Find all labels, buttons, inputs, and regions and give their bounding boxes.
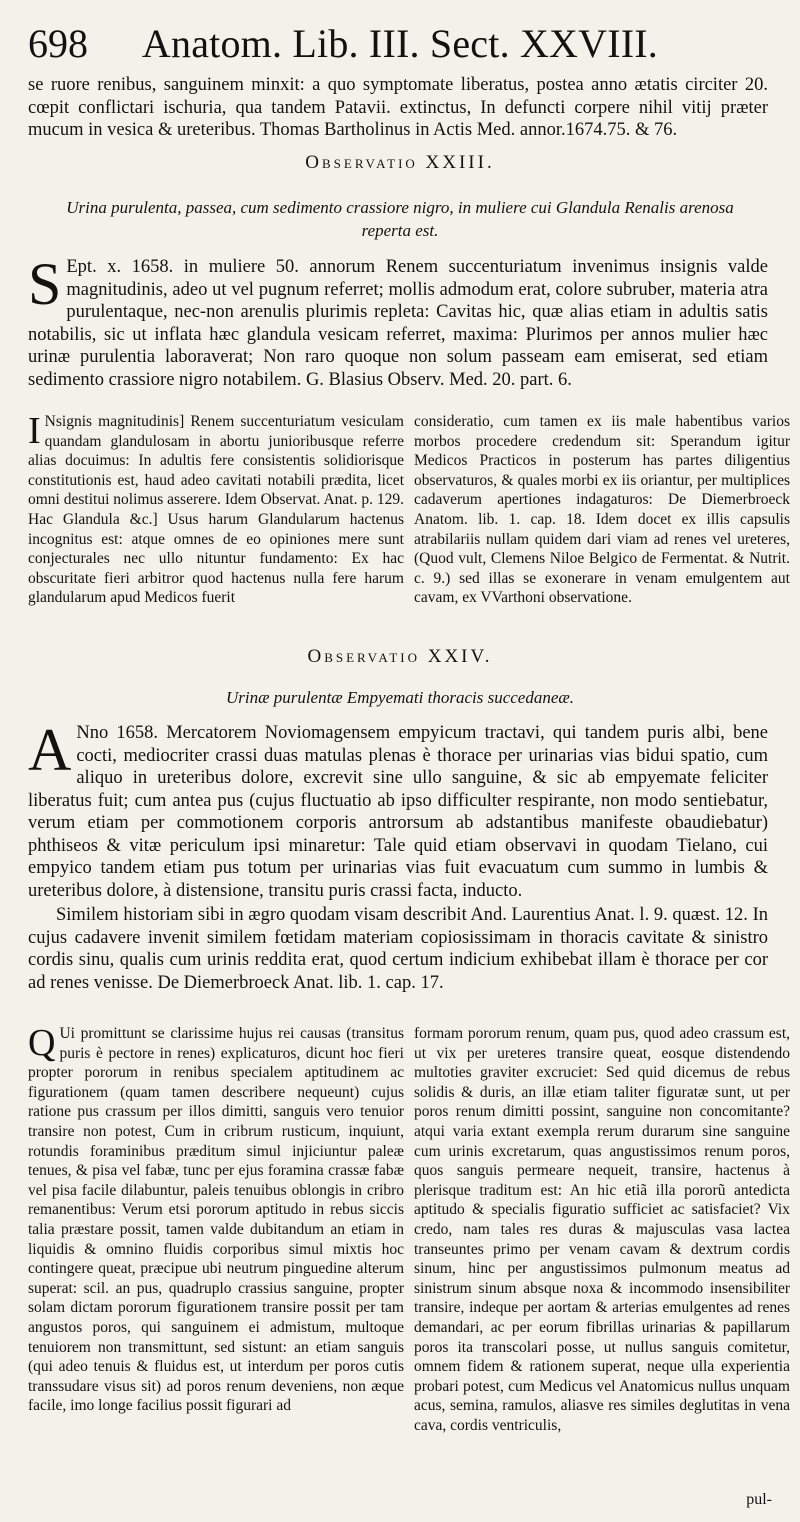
observation-24-text <box>28 717 768 902</box>
observation-23-note-right: consideratio, cum tamen ex iis male habentibus varios morbos procedere credendum sit: Sperandum igitur Medicos Practicos in posterum has partes diligentius observaturos, & quales morbi ex iis oriantur, per multiplices cadaverum apertiones indagaturos: De Diemerbroeck Anatom. lib. 1. cap. 18. Idem docet ex illis capsulis atrabilariis nullam quidem dari viam ad renes vel ureteres, (Quod vult, Clemens Niloe Belgico de Fermentat. & Nutrit. c. 9.) sed illas se exonerare in venam emulgentem aut cavam, ex VVarthoni observatione. <box>414 413 790 607</box>
page-number: 698 <box>28 21 88 66</box>
observation-24-subtitle: Urinæ purulentæ Empyemati thoracis succedaneæ. <box>226 688 574 707</box>
dropcap: A <box>28 717 72 783</box>
continuation-paragraph <box>28 74 768 142</box>
note-dropcap: Q <box>28 1022 56 1064</box>
observation-23-subtitle: Urina purulenta, passea, cum sedimento crassiore nigro, in muliere cui Glandula Renalis arenosa reperta est. <box>66 198 734 240</box>
observation-23-note-left <box>28 412 404 608</box>
dropcap: S <box>28 251 62 317</box>
catchword: pul- <box>746 1491 772 1508</box>
observation-23-title: Observatio XXIII. <box>305 152 495 173</box>
observation-23-text <box>28 251 768 391</box>
observation-24-main: Nno 1658. Mercatorem Noviomagensem empyicum tractavi, qui tandem puris albi, bene cocti, mediocriter crassi duas matulas plenas è thorace per urinarias vias bidui spatio, cum aliquo in ureteribus dolore, excrevit sine ullo sanguine, & sic ab empyemate feliciter liberatus fuit; cum antea pus (cujus fluctuatio ab ipso difficulter respirante, non modo sentiebatur, verum etiam per commotionem corporis antrorsum ab adstantibus manifeste obaudiebatur) phthiseos & vitæ periculum ipsi minaretur: Tale quid etiam observavi in quodam Tielano, cui empyico tandem etiam pus totum per urinarias vias fuit evacuatum cum summo in lumbis & ureteribus dolore, à distensione, transitu puris crassi facta, inducto. <box>28 723 768 901</box>
observation-24-title: Observatio XXIV. <box>307 646 493 667</box>
observation-23-main: Ept. x. 1658. in muliere 50. annorum Renem succenturiatum invenimus insignis valde magnitudinis, adeo ut vel pugnum referret; mollis admodum erat, colore subruber, materia atra purulentaque, nec-non arenulis plurimis repleta: Cavitas hic, quæ alias etiam in adultis satis notabilis, sic ut inflata hæc glandula vesicam referret, maxima: Plurimos per annos mulier hæc urinæ purulentia laboraverat; Non raro quoque non solum passeam eam emiserat, sed etiam sedimento crassiore nigro notabilem. G. Blasius Observ. Med. 20. part. 6. <box>28 257 768 390</box>
page-header <box>28 16 780 72</box>
observation-24-note-left <box>28 1024 404 1416</box>
observation-24-body <box>28 717 768 994</box>
continuation-text: se ruore renibus, sanguinem minxit: a quo symptomate liberatus, postea anno ætatis circiter 20. cœpit conflictari ischuria, qua tandem Patavii. extinctus, In defuncti corpere nihil vitij præter mucum in vesica & ureteribus. Thomas Bartholinus in Actis Med. annor.1674.75. & 76. <box>28 75 768 140</box>
note-dropcap: I <box>28 410 41 452</box>
note-left-text: Ui promittunt se clarissime hujus rei causas (transitus puris è pectore in renes) explicaturos, dicunt hoc fieri propter pororum in renibus specialem aptitudinem ac figurationem (quam tamen describere nequeunt) cujus ratione pus crassum per illos dimitti, sanguis vero tenuior transire non potest, Cum in cribrum rusticum, inquiunt, rotundis foraminibus præditum simul injiciuntur paleæ tenues, & pisa vel fabæ, tunc per ejus foramina crassæ fabæ vel pisa facile dilabuntur, paleis tenuibus oblongis in cribro remanentibus: Verum etsi pororum aptitudo in rebus siccis talia præstare possit, tamen valde dubitandum an etiam in liquidis & omnino fluidis corporibus simul mixtis hoc contingere queat, præcipue ubi neutrum pinguedine alterum superat: scil. an pus, quadruplo crassius sanguine, propter solam dictam pororum figurationem transire possit per tam angustos poros, qui sanguinem ei admistum, multoque tenuiorem non transmittunt, sed sistunt: an etiam sanguis (qui adeo tenuis & fluidus est, ut interdum per poros cutis transsudare visus sit) ad poros renum deveniens, non æque facile, imo longe facilius possit figurari ad <box>28 1025 404 1415</box>
observation-24-note-right: formam pororum renum, quam pus, quod adeo crassum est, ut vix per ureteres transire queat, eosque distendendo multoties graviter excruciet: Sed quid dicemus de rebus solidis & duris, an illæ etiam taliter figuratæ sunt, ut per poros renum dimitti possint, sanguine non concomitante? atqui varia extant exempla rerum durarum sine sanguine cum urinis excretarum, quas angustissimos renum poros, quos sanguis permeare nequeit, transire, hactenus à plerisque traditum est: An hic etiã illa pororũ antedicta aptitudo & specialis figuratio sufficiet ac satisfaciet? Vix credo, nam tales res duras & majusculas vasa lactea transeuntes primo per venam cavam & dextrum cordis sinum, hinc per angustissimos pulmonum meatus ad sinistrum sinum absque noxa & incommodo insensibiliter transire, indeque per aortam & arterias emulgentes ad renes demandari, ac per eorum fibrillas urinarias & papillarum poros ita transcolari posse, ut nullus sanguis comitetur, omnem fidem & rationem superat, neque ulla experientia probari potest, cum Medicus vel Anatomicus nullus unquam acus, semina, ramulos, aliasve res similes deglutitas in vena cava, cordis ventriculis, <box>414 1025 790 1434</box>
observation-23-body <box>28 251 768 391</box>
note-left-text: Nsignis magnitudinis] Renem succenturiatum vesiculam quandam glandulosam in abortu junioribusque referre alias docuimus: In adultis fere consistentis solidiorisque constitutionis est, haud adeo cavitati notabili prædita, licet omni destitui nolimus asserere. Idem Observat. Anat. p. 129. Hac Glandula &c.] Usus harum Glandularum hactenus incognitus est: atque omnes de eo opiniones mere sunt conjecturales nec ullo nituntur fundamento: Ex hac obscuritate fieri arbitror quod hactenus nulla fere harum glandularum apud Medicos fuerit <box>28 413 404 607</box>
running-head: Anatom. Lib. III. Sect. XXVIII. <box>141 21 658 66</box>
observation-24-text2: Similem historiam sibi in ægro quodam visam describit And. Laurentius Anat. l. 9. quæst. 12. In cujus cadavere invenit similem fœtidam materiam copiosissimam in thoracis cavitate & sinistro cordis sinu, qualis cum urinis reddita erat, quod certum indicium exhibebat illam è thorace per cor ad renes venisse. De Diemerbroeck Anat. lib. 1. cap. 17. <box>28 905 768 993</box>
